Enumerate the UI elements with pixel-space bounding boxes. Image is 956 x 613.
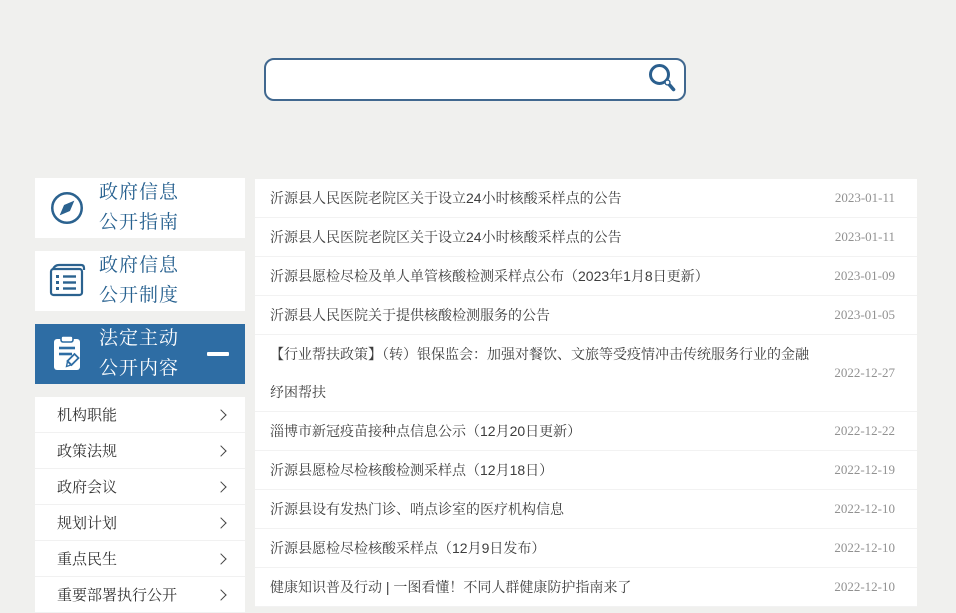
collapse-minus-icon[interactable]	[207, 352, 229, 356]
announcement-date: 2022-12-27	[834, 365, 895, 380]
sidebar-subitem-livelihood[interactable]: 重点民生	[35, 541, 245, 577]
list-item[interactable]	[255, 529, 917, 568]
list-item[interactable]	[255, 218, 917, 257]
announcement-title[interactable]: 沂源县设有发热门诊、哨点诊室的医疗机构信息	[270, 501, 564, 517]
list-item[interactable]	[255, 568, 917, 607]
chevron-right-icon	[215, 409, 226, 420]
sidebar-subitem-org-functions[interactable]: 机构职能	[35, 397, 245, 433]
sidebar-subitem-gov-meetings[interactable]: 政府会议	[35, 469, 245, 505]
chevron-right-icon	[215, 481, 226, 492]
announcement-list	[255, 179, 917, 607]
compass-icon	[35, 188, 99, 228]
announcement-title[interactable]: 健康知识普及行动 | 一图看懂！不同人群健康防护指南来了	[270, 579, 632, 595]
announcement-title[interactable]: 沂源县人民医院老院区关于设立24小时核酸采样点的公告	[270, 229, 622, 245]
list-item[interactable]	[255, 490, 917, 529]
search-bar	[264, 58, 686, 101]
announcement-title[interactable]: 沂源县人民医院老院区关于设立24小时核酸采样点的公告	[270, 190, 622, 206]
sidebar-subitem-policies[interactable]: 政策法规	[35, 433, 245, 469]
chevron-right-icon	[215, 589, 226, 600]
list-item[interactable]	[255, 296, 917, 335]
sidebar-item-statutory-disclosure[interactable]	[35, 324, 245, 384]
sidebar-item-disclosure-guide[interactable]	[35, 178, 245, 238]
announcement-date: 2022-12-22	[834, 423, 895, 438]
announcement-date: 2023-01-11	[834, 229, 895, 244]
announcement-date: 2023-01-11	[834, 190, 895, 205]
list-item[interactable]	[255, 412, 917, 451]
sidebar-item-label: 法定主动 公开内容	[99, 328, 180, 379]
chevron-right-icon	[215, 553, 226, 564]
list-item[interactable]	[255, 335, 917, 412]
list-item[interactable]	[255, 451, 917, 490]
ledger-icon	[35, 261, 99, 301]
announcement-date: 2022-12-19	[834, 462, 895, 477]
announcement-title[interactable]: 沂源县愿检尽检核酸检测采样点（12月18日）	[270, 462, 554, 478]
announcement-date: 2022-12-10	[834, 501, 895, 516]
sidebar-item-disclosure-system[interactable]	[35, 251, 245, 311]
list-item[interactable]	[255, 257, 917, 296]
announcement-title[interactable]: 沂源县人民医院关于提供核酸检测服务的公告	[270, 307, 550, 323]
announcement-title[interactable]: 沂源县愿检尽检核酸采样点（12月9日发布）	[270, 540, 546, 556]
announcement-title[interactable]: 淄博市新冠疫苗接种点信息公示（12月20日更新）	[270, 423, 582, 439]
list-item[interactable]	[255, 179, 917, 218]
chevron-right-icon	[215, 445, 226, 456]
sidebar-subitem-key-deployments[interactable]: 重要部署执行公开	[35, 577, 245, 613]
sidebar-item-label: 政府信息 公开制度	[99, 255, 180, 306]
sidebar-sub-menu	[35, 397, 245, 613]
chevron-right-icon	[215, 517, 226, 528]
search-icon	[646, 62, 678, 97]
clipboard-pencil-icon	[35, 333, 99, 375]
announcement-date: 2023-01-05	[834, 307, 895, 322]
search-input[interactable]	[266, 60, 640, 99]
announcement-title[interactable]: 沂源县愿检尽检及单人单管核酸检测采样点公布（2023年1月8日更新）	[270, 268, 709, 284]
search-button[interactable]	[640, 60, 684, 99]
sidebar-subitem-plans[interactable]: 规划计划	[35, 505, 245, 541]
announcement-date: 2023-01-09	[834, 268, 895, 283]
sidebar-item-label: 政府信息 公开指南	[99, 182, 180, 233]
announcement-title[interactable]: 【行业帮扶政策】（转）银保监会：加强对餐饮、文旅等受疫情冲击传统服务行业的金融纾困帮扶	[270, 346, 809, 400]
announcement-date: 2022-12-10	[834, 579, 895, 594]
sidebar	[35, 178, 245, 613]
announcement-date: 2022-12-10	[834, 540, 895, 555]
